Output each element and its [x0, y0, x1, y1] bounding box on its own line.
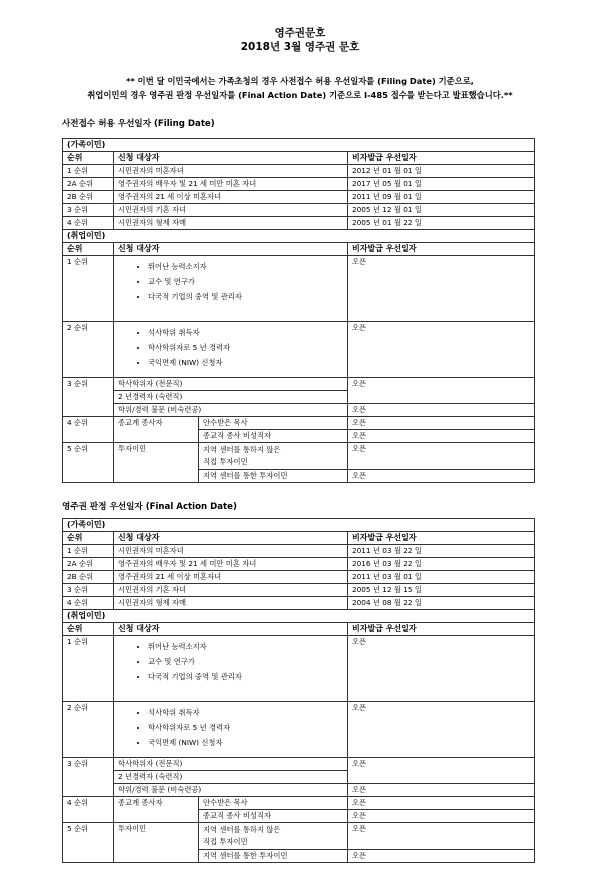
rank-cell: 3 순위: [63, 204, 114, 217]
target-line: 직접 투자이민: [203, 837, 248, 846]
date-cell: 2011 년 09 월 01 일: [348, 191, 535, 204]
rank-cell: 5 순위: [63, 823, 114, 863]
date-cell: 오픈: [348, 378, 535, 404]
category-cell: 종교계 종사자: [114, 797, 199, 823]
section-heading-final-action: 영주권 판정 우선일자 (Final Action Date): [62, 502, 237, 512]
table-row: [63, 823, 535, 850]
list-item: • 국익면제 (NIW) 신청자: [148, 735, 343, 750]
table-row: [63, 797, 535, 810]
target-cell: [114, 702, 348, 758]
table-row: [63, 191, 535, 204]
rank-cell: 4 순위: [63, 417, 114, 443]
target-cell: 영주권자의 21 세 이상 미혼자녀: [114, 571, 348, 584]
category-cell: 종교계 종사자: [114, 417, 199, 443]
table-row: [63, 178, 535, 191]
bullet-list: [118, 639, 343, 684]
rank-cell: 2 순위: [63, 702, 114, 758]
header-rank: 순위: [63, 623, 114, 636]
target-cell: 학사학위자 (전문직): [114, 378, 348, 391]
list-item: • 뛰어난 능력소지자: [148, 259, 343, 274]
table-row: [63, 758, 535, 771]
target-cell: 학위/경력 불문 (비숙련공): [114, 784, 348, 797]
target-cell: 2 년경력자 (숙련직): [114, 391, 348, 404]
table-row: [63, 217, 535, 230]
rank-cell: 2A 순위: [63, 558, 114, 571]
list-item: • 학사학위자로 5 년 경력자: [148, 340, 343, 355]
target-cell: [199, 443, 348, 470]
table-row: [63, 636, 535, 702]
table-row: [63, 404, 535, 417]
date-cell: 2017 년 05 월 01 일: [348, 178, 535, 191]
date-cell: 오픈: [348, 810, 535, 823]
family-group-row: [63, 519, 535, 532]
page-title: 영주권문호: [274, 27, 326, 39]
target-line: 지역 센터를 통하지 않은: [203, 825, 281, 834]
target-cell: 시민권자의 기혼 자녀: [114, 584, 348, 597]
date-cell: 오픈: [348, 850, 535, 863]
list-item: • 교수 및 연구가: [148, 654, 343, 669]
section-heading-filing: 사전접수 허용 우선일자 (Filing Date): [62, 119, 215, 129]
list-item: • 뛰어난 능력소지자: [148, 639, 343, 654]
target-cell: [199, 823, 348, 850]
bullet-list: [118, 325, 343, 370]
table-row: [63, 558, 535, 571]
header-rank: 순위: [63, 243, 114, 256]
date-cell: 오픈: [348, 430, 535, 443]
header-target: 신청 대상자: [114, 243, 348, 256]
table-row: [63, 597, 535, 610]
date-cell: 2012 년 01 월 01 일: [348, 165, 535, 178]
target-cell: 안수받은 목사: [199, 417, 348, 430]
employment-group-label: (취업이민): [63, 230, 535, 243]
date-cell: 오픈: [348, 417, 535, 430]
rank-cell: 1 순위: [63, 545, 114, 558]
intro-line-1: ** 이번 달 이민국에서는 가족초청의 경우 사전접수 허용 우선일자를 (Filing Date) 기준으로,: [126, 76, 474, 86]
employment-header-row: [63, 623, 535, 636]
date-cell: 2016 년 03 월 22 일: [348, 558, 535, 571]
header-date: 비자발급 우선일자: [348, 532, 535, 545]
category-cell: 투자이민: [114, 823, 199, 863]
target-cell: 종교직 종사 비성직자: [199, 430, 348, 443]
target-cell: 시민권자의 형제 자매: [114, 217, 348, 230]
date-cell: 2011 년 03 월 22 일: [348, 545, 535, 558]
rank-cell: 4 순위: [63, 217, 114, 230]
target-cell: 영주권자의 배우자 및 21 세 미만 미혼 자녀: [114, 558, 348, 571]
header-date: 비자발급 우선일자: [348, 623, 535, 636]
date-cell: 2011 년 03 월 01 일: [348, 571, 535, 584]
rank-cell: 5 순위: [63, 443, 114, 483]
page-subtitle: 2018년 3월 영주권 문호: [240, 41, 360, 53]
employment-group-label: (취업이민): [63, 610, 535, 623]
rank-cell: 4 순위: [63, 597, 114, 610]
target-cell: 학위/경력 불문 (비숙련공): [114, 404, 348, 417]
final-action-table: [62, 518, 535, 863]
family-group-label: (가족이민): [63, 139, 535, 152]
target-cell: 영주권자의 21 세 이상 미혼자녀: [114, 191, 348, 204]
list-item: • 국익면제 (NIW) 신청자: [148, 355, 343, 370]
family-header-row: [63, 532, 535, 545]
table-row: [63, 784, 535, 797]
target-cell: 안수받은 목사: [199, 797, 348, 810]
employment-header-row: [63, 243, 535, 256]
date-cell: 오픈: [348, 404, 535, 417]
family-header-row: [63, 152, 535, 165]
date-cell: 오픈: [348, 758, 535, 784]
date-cell: 2005 년 01 월 22 일: [348, 217, 535, 230]
target-cell: [114, 322, 348, 378]
target-cell: 지역 센터를 통한 투자이민: [199, 850, 348, 863]
target-cell: 시민권자의 미혼자녀: [114, 165, 348, 178]
rank-cell: 1 순위: [63, 636, 114, 702]
table-row: [63, 443, 535, 470]
date-cell: 2005 년 12 월 15 일: [348, 584, 535, 597]
header-date: 비자발급 우선일자: [348, 243, 535, 256]
rank-cell: 1 순위: [63, 256, 114, 322]
target-cell: 시민권자의 기혼 자녀: [114, 204, 348, 217]
target-cell: [114, 256, 348, 322]
date-cell: 오픈: [348, 322, 535, 378]
header-rank: 순위: [63, 152, 114, 165]
rank-cell: 2B 순위: [63, 191, 114, 204]
target-cell: 시민권자의 미혼자녀: [114, 545, 348, 558]
date-cell: 2004 년 08 월 22 일: [348, 597, 535, 610]
table-row: [63, 256, 535, 322]
rank-cell: 1 순위: [63, 165, 114, 178]
intro-line-2: 취업이민의 경우 영주권 판정 우선일자를 (Final Action Date) 기준으로 I-485 접수를 받는다고 발표했습니다.**: [87, 90, 513, 100]
list-item: • 학사학위자로 5 년 경력자: [148, 720, 343, 735]
employment-group-row: [63, 610, 535, 623]
table-row: [63, 584, 535, 597]
target-cell: 영주권자의 배우자 및 21 세 미만 미혼 자녀: [114, 178, 348, 191]
filing-date-table: [62, 138, 535, 483]
date-cell: 오픈: [348, 470, 535, 483]
rank-cell: 3 순위: [63, 378, 114, 417]
target-cell: 종교직 종사 비성직자: [199, 810, 348, 823]
family-group-row: [63, 139, 535, 152]
target-cell: 시민권자의 형제 자매: [114, 597, 348, 610]
list-item: • 다국적 기업의 중역 및 관리자: [148, 289, 343, 304]
bullet-list: [118, 259, 343, 304]
table-row: [63, 545, 535, 558]
table-row: [63, 571, 535, 584]
table-row: [63, 702, 535, 758]
table-row: [63, 322, 535, 378]
table-row: [63, 417, 535, 430]
target-cell: 학사학위자 (전문직): [114, 758, 348, 771]
date-cell: 오픈: [348, 256, 535, 322]
table-row: [63, 165, 535, 178]
header-date: 비자발급 우선일자: [348, 152, 535, 165]
date-cell: 2005 년 12 월 01 일: [348, 204, 535, 217]
list-item: • 교수 및 연구가: [148, 274, 343, 289]
target-line: 직접 투자이민: [203, 457, 248, 466]
date-cell: 오픈: [348, 702, 535, 758]
bullet-list: [118, 705, 343, 750]
date-cell: 오픈: [348, 443, 535, 470]
rank-cell: 3 순위: [63, 758, 114, 797]
target-cell: [114, 636, 348, 702]
header-target: 신청 대상자: [114, 623, 348, 636]
list-item: • 다국적 기업의 중역 및 관리자: [148, 669, 343, 684]
rank-cell: 2A 순위: [63, 178, 114, 191]
date-cell: 오픈: [348, 636, 535, 702]
rank-cell: 2 순위: [63, 322, 114, 378]
employment-group-row: [63, 230, 535, 243]
date-cell: 오픈: [348, 784, 535, 797]
rank-cell: 2B 순위: [63, 571, 114, 584]
category-cell: 투자이민: [114, 443, 199, 483]
rank-cell: 4 순위: [63, 797, 114, 823]
rank-cell: 3 순위: [63, 584, 114, 597]
date-cell: 오픈: [348, 797, 535, 810]
target-cell: 지역 센터를 통한 투자이민: [199, 470, 348, 483]
date-cell: 오픈: [348, 823, 535, 850]
family-group-label: (가족이민): [63, 519, 535, 532]
list-item: • 석사학위 취득자: [148, 325, 343, 340]
list-item: • 석사학위 취득자: [148, 705, 343, 720]
target-line: 지역 센터를 통하지 않은: [203, 445, 281, 454]
target-cell: 2 년경력자 (숙련직): [114, 771, 348, 784]
header-rank: 순위: [63, 532, 114, 545]
table-row: [63, 378, 535, 391]
table-row: [63, 204, 535, 217]
header-target: 신청 대상자: [114, 152, 348, 165]
header-target: 신청 대상자: [114, 532, 348, 545]
